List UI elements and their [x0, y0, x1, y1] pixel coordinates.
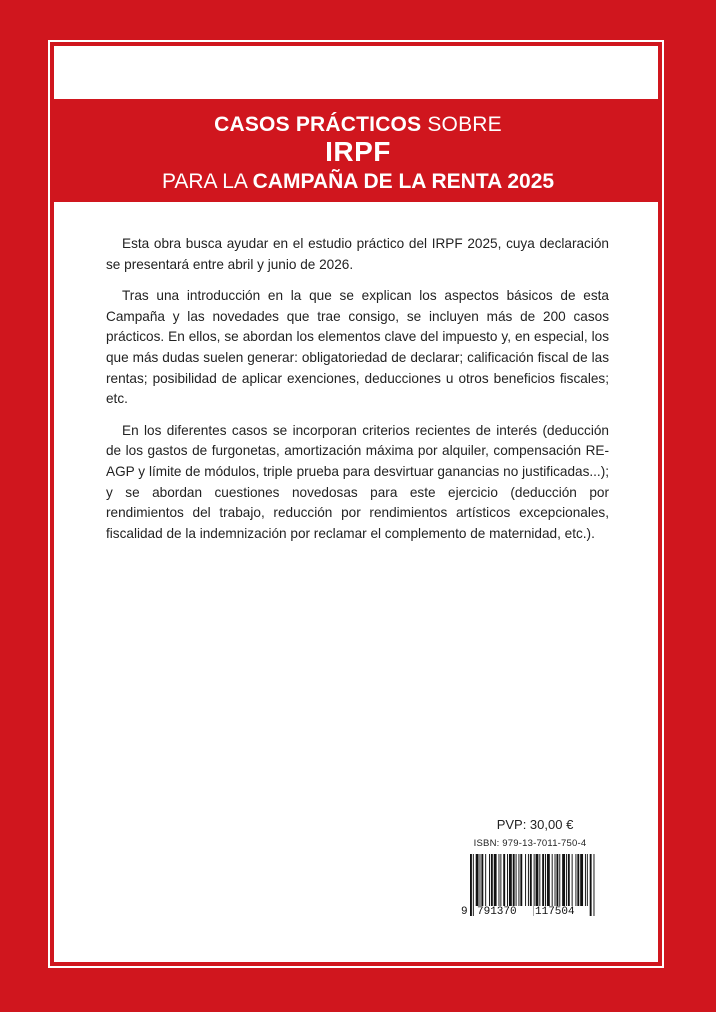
- barcode-bar: [518, 854, 519, 906]
- title-band: [0, 102, 716, 200]
- barcode-bar: [513, 854, 515, 906]
- synopsis-paragraph-1: Esta obra busca ayudar en el estudio práctico del IRPF 2025, cuya declaración se presentará entre abril y junio de 2026.: [106, 236, 609, 272]
- title-line-3: [0, 166, 716, 198]
- barcode-bar: [530, 854, 532, 906]
- barcode-bar: [485, 854, 486, 906]
- barcode-bar: [562, 854, 565, 906]
- barcode-bar: [556, 854, 558, 906]
- barcode-bar: [587, 854, 588, 906]
- title-line-1: [0, 112, 716, 138]
- barcode-bar: [499, 854, 500, 906]
- barcode-bar: [559, 854, 560, 906]
- barcode-bar: [542, 854, 544, 906]
- barcode-bar: [577, 854, 579, 906]
- title-line-3-bold: CAMPAÑA DE LA RENTA 2025: [252, 170, 555, 193]
- barcode-bar: [507, 854, 508, 906]
- synopsis-text: [106, 234, 609, 555]
- title-line-1-bold: CASOS PRÁCTICOS: [214, 113, 422, 136]
- barcode-bar: [481, 854, 483, 906]
- barcode-bar: [585, 854, 586, 906]
- barcode-bar: [491, 854, 493, 906]
- barcode-bar: [489, 854, 490, 906]
- barcode-digit-first: 9: [461, 906, 468, 918]
- barcode-bar: [580, 854, 583, 906]
- barcode-bar: [503, 854, 505, 906]
- barcode-bar: [528, 854, 529, 906]
- synopsis-paragraph-2: Tras una introducción en la que se explican los aspectos básicos de esta Campaña y las novedades que trae consigo, se incluyen más de 200 casos prácticos. En ellos, se abordan los elementos clave del impuesto y, en especial, los que más dudas suelen generar: obligatoriedad de declarar; calificación fiscal de las rentas; posibilidad de aplicar exenciones, deducciones u otros beneficios fiscales; etc.: [106, 288, 609, 407]
- synopsis-paragraph-3: En los diferentes casos se incorporan criterios recientes de interés (deducción de los gastos de furgonetas, amortización máxima por alquiler, compensación RE-AGP y límite de módulos, triple prueba para desvirtuar ganancias no justificadas...); y se abordan cuestiones novedosas para este ejercicio (deducción por rendimientos del trabajo, reducción por rendimientos artísticos excepcionales, fiscalidad de la indemnización por reclamar el complemento de maternidad, etc.).: [106, 422, 609, 541]
- isbn-label: ISBN: 979-13-7011-750-4: [473, 838, 587, 849]
- title-line-3-light: PARA LA: [161, 170, 247, 193]
- barcode-bar: [539, 854, 540, 906]
- barcode-bar: [494, 854, 497, 906]
- title-line-1-light: SOBRE: [427, 113, 502, 136]
- top-white-panel: [54, 46, 658, 99]
- barcode-bar: [476, 854, 479, 906]
- barcode-bar: [547, 854, 550, 906]
- barcode-bar: [509, 854, 512, 906]
- barcode-bar: [536, 854, 539, 906]
- barcode-bar: [555, 854, 556, 906]
- barcode-group-right: 117504: [535, 906, 575, 918]
- barcode-bar: [480, 854, 481, 906]
- barcode-bar: [500, 854, 501, 906]
- barcode-bar: [568, 854, 570, 906]
- barcode-bar: [525, 854, 526, 906]
- barcode-bar: [566, 854, 567, 906]
- barcode-bar: [545, 854, 546, 906]
- barcode-bar: [572, 854, 573, 906]
- barcode-bar: [575, 854, 576, 906]
- barcode-digits: [462, 904, 597, 924]
- barcode-bar: [520, 854, 522, 906]
- barcode-bar: [552, 854, 553, 906]
- price-label: PVP: 30,00 €: [496, 817, 574, 832]
- title-main-irpf: IRPF: [325, 136, 391, 167]
- barcode-bar: [516, 854, 517, 906]
- barcode-group-left: 791370: [477, 906, 517, 918]
